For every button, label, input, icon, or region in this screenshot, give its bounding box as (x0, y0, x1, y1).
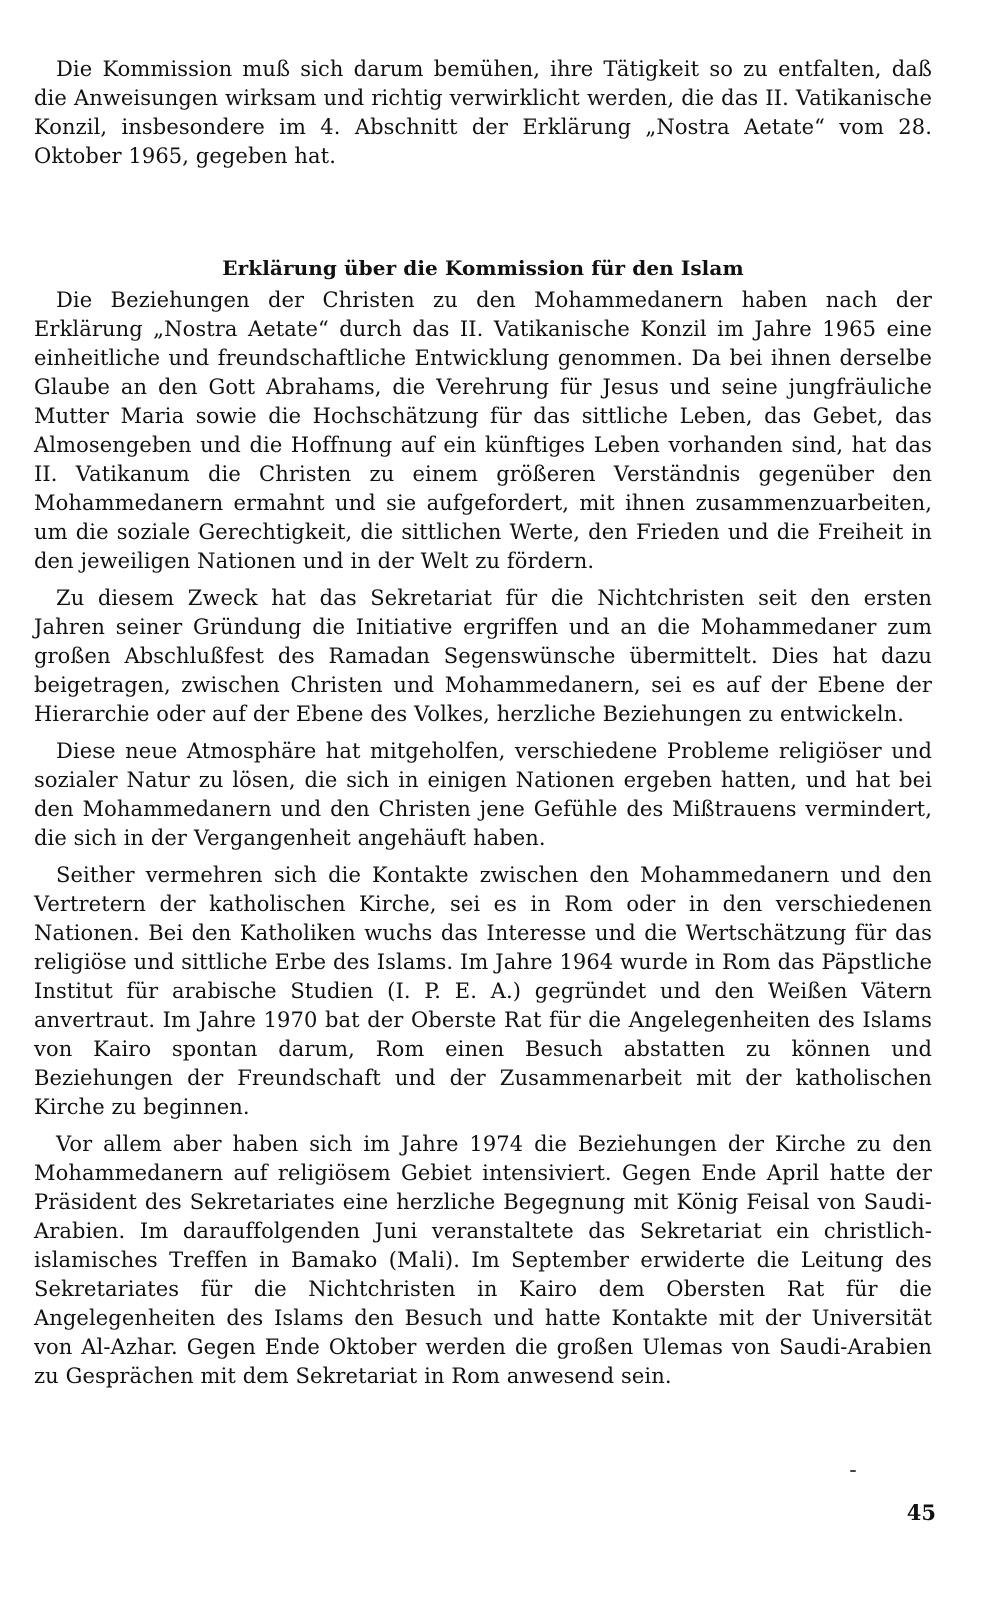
section-heading: Erklärung über die Kommission für den Islam (222, 256, 744, 280)
body-paragraph-4: Seither vermehren sich die Kontakte zwischen den Mohammedanern und den Vertretern der katholischen Kirche, sei es in Rom oder in den verschiedenen Nationen. Bei den Katholiken wuchs das Interesse und die Wertschätzung für das religiöse und sittliche Erbe des Islams. Im Jahre 1964 wurde in Rom das Päpstliche Institut für arabische Studien (I. P. E. A.) gegründet und den Weißen Vätern anvertraut. Im Jahre 1970 bat der Oberste Rat für die Angelegenheiten des Islams von Kairo spontan darum, Rom einen Besuch abstatten zu können und Beziehungen der Freundschaft und der Zusammenarbeit mit der katholischen Kirche zu beginnen. (34, 863, 932, 1119)
islam-commission-section (34, 254, 932, 1399)
body-paragraph-5: Vor allem aber haben sich im Jahre 1974 die Beziehungen der Kirche zu den Mohammedanern auf religiösem Gebiet intensiviert. Gegen Ende April hatte der Präsident des Sekretariates eine herzliche Begegnung mit König Feisal von Saudi-Arabien. Im darauffolgenden Juni veranstaltete das Sekretariat ein christlich-islamisches Treffen in Bamako (Mali). Im September erwiderte die Leitung des Sekretariates für die Nichtchristen in Kairo dem Obersten Rat für die Angelegenheiten des Islams den Besuch und hatte Kontakte mit der Universität von Al-Azhar. Gegen Ende Oktober werden die großen Ulemas von Saudi-Arabien zu Gesprächen mit dem Sekretariat in Rom anwesend sein. (34, 1132, 932, 1388)
body-paragraph-2: Zu diesem Zweck hat das Sekretariat für die Nichtchristen seit den ersten Jahren seiner Gründung die Initiative ergriffen und an die Mohammedaner zum großen Abschlußfest des Ramadan Segenswünsche übermittelt. Dies hat dazu beigetragen, zwischen Christen und Mohammedanern, sei es auf der Ebene der Hierarchie oder auf der Ebene des Volkes, herzliche Beziehungen zu entwickeln. (34, 586, 932, 726)
body-paragraph-3: Diese neue Atmosphäre hat mitgeholfen, verschiedene Probleme religiöser und sozialer Natur zu lösen, die sich in einigen Nationen ergeben hatten, und hat bei den Mohammedanern und den Christen jene Gefühle des Mißtrauens vermindert, die sich in der Vergangenheit angehäuft haben. (34, 739, 932, 850)
page-number: 45 (906, 1500, 936, 1525)
body-paragraph-1: Die Beziehungen der Christen zu den Mohammedanern haben nach der Erklärung „Nostra Aetate“ durch das II. Vatikanische Konzil im Jahre 1965 eine einheitliche und freundschaftliche Entwicklung genommen. Da bei ihnen derselbe Glaube an den Gott Abrahams, die Verehrung für Jesus und seine jungfräuliche Mutter Maria sowie die Hochschätzung für das sittliche Leben, das Gebet, das Almosengeben und die Hoffnung auf ein künftiges Leben vorhanden sind, hat das II. Vatikanum die Christen zu einem größeren Verständnis gegenüber den Mohammedanern ermahnt und sie aufgefordert, mit ihnen zusammenzuarbeiten, um die soziale Gerechtigkeit, die sittlichen Werte, den Frieden und die Freiheit in den jeweiligen Nationen und in der Welt zu fördern. (34, 288, 932, 573)
intro-section (34, 55, 932, 179)
intro-paragraph: Die Kommission muß sich darum bemühen, ihre Tätigkeit so zu entfalten, daß die Anweisungen wirksam und richtig verwirklicht werden, die das II. Vatikanische Konzil, insbesondere im 4. Abschnitt der Erklärung „Nostra Aetate“ vom 28. Oktober 1965, gegeben hat. (34, 57, 932, 168)
print-speck (850, 1470, 856, 1472)
